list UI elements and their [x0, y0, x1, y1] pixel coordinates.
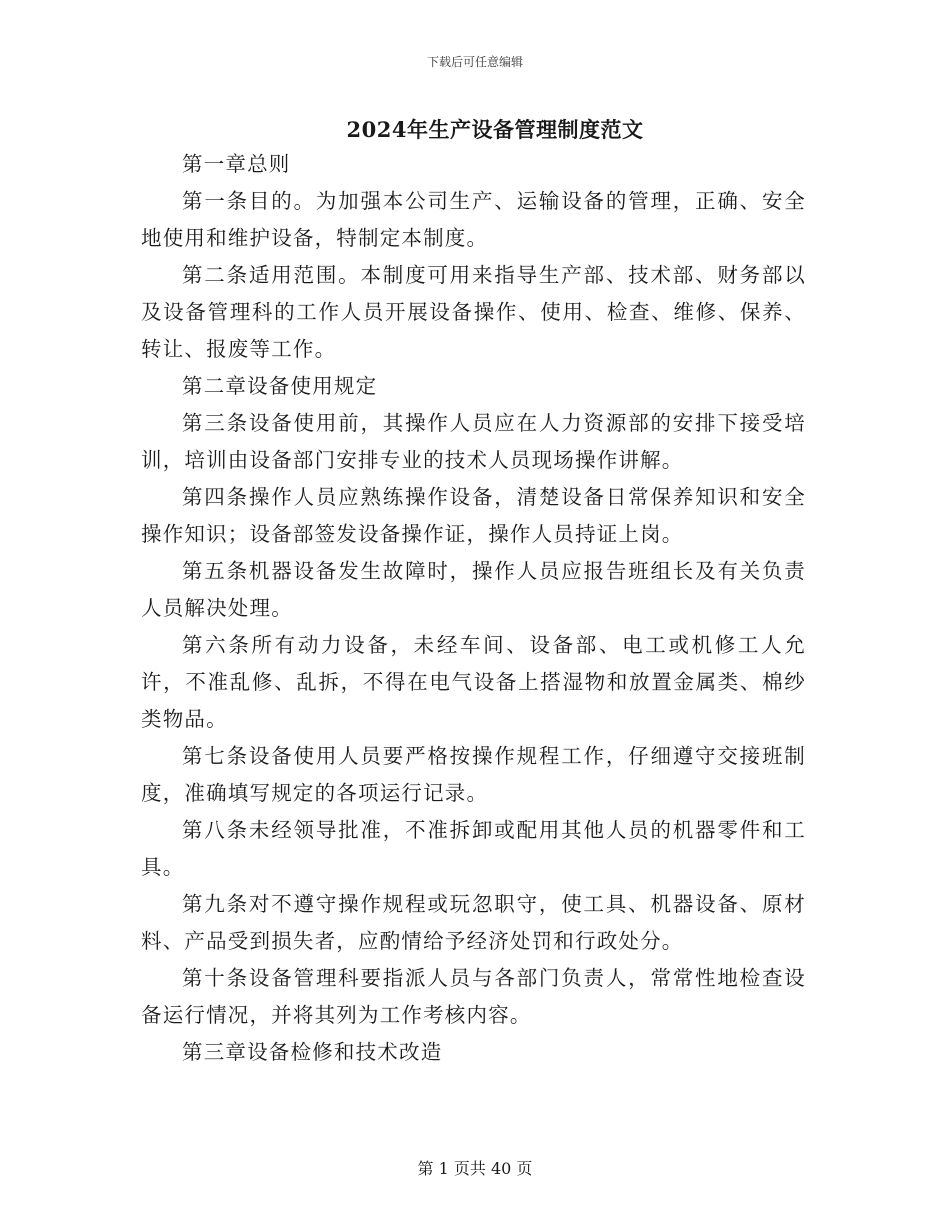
paragraph: 第二条适用范围。本制度可用来指导生产部、技术部、财务部以及设备管理科的工作人员开展设备操作、使用、检查、维修、保养、转让、报废等工作。 — [141, 263, 806, 361]
paragraph: 第九条对不遵守操作规程或玩忽职守，使工具、机器设备、原材料、产品受到损失者，应酌情给予经济处罚和行政处分。 — [141, 892, 806, 953]
document-body — [141, 146, 806, 1071]
chapter-heading: 第一章总则 — [182, 152, 291, 176]
paragraph: 第八条未经领导批准，不准拆卸或配用其他人员的机器零件和工具。 — [141, 818, 806, 879]
paragraph: 第一条目的。为加强本公司生产、运输设备的管理，正确、安全地使用和维护设备，特制定本制度。 — [141, 189, 806, 250]
chapter-heading: 第二章设备使用规定 — [182, 374, 378, 398]
page-footer: 第 1 页共 40 页 — [417, 1159, 533, 1178]
paragraph: 第六条所有动力设备，未经车间、设备部、电工或机修工人允许，不准乱修、乱拆，不得在电气设备上搭湿物和放置金属类、棉纱类物品。 — [141, 633, 806, 731]
paragraph: 第五条机器设备发生故障时，操作人员应报告班组长及有关负责人员解决处理。 — [141, 559, 806, 620]
chapter-heading: 第三章设备检修和技术改造 — [182, 1040, 443, 1064]
paragraph: 第四条操作人员应熟练操作设备，清楚设备日常保养知识和安全操作知识；设备部签发设备操作证，操作人员持证上岗。 — [141, 485, 806, 546]
paragraph: 第三条设备使用前，其操作人员应在人力资源部的安排下接受培训，培训由设备部门安排专业的技术人员现场操作讲解。 — [141, 411, 806, 472]
paragraph: 第七条设备使用人员要严格按操作规程工作，仔细遵守交接班制度，准确填写规定的各项运行记录。 — [141, 744, 806, 805]
document-title: 2024年生产设备管理制度范文 — [346, 117, 644, 142]
header-note: 下载后可任意编辑 — [426, 55, 523, 69]
paragraph: 第十条设备管理科要指派人员与各部门负责人，常常性地检查设备运行情况，并将其列为工作考核内容。 — [141, 966, 806, 1027]
